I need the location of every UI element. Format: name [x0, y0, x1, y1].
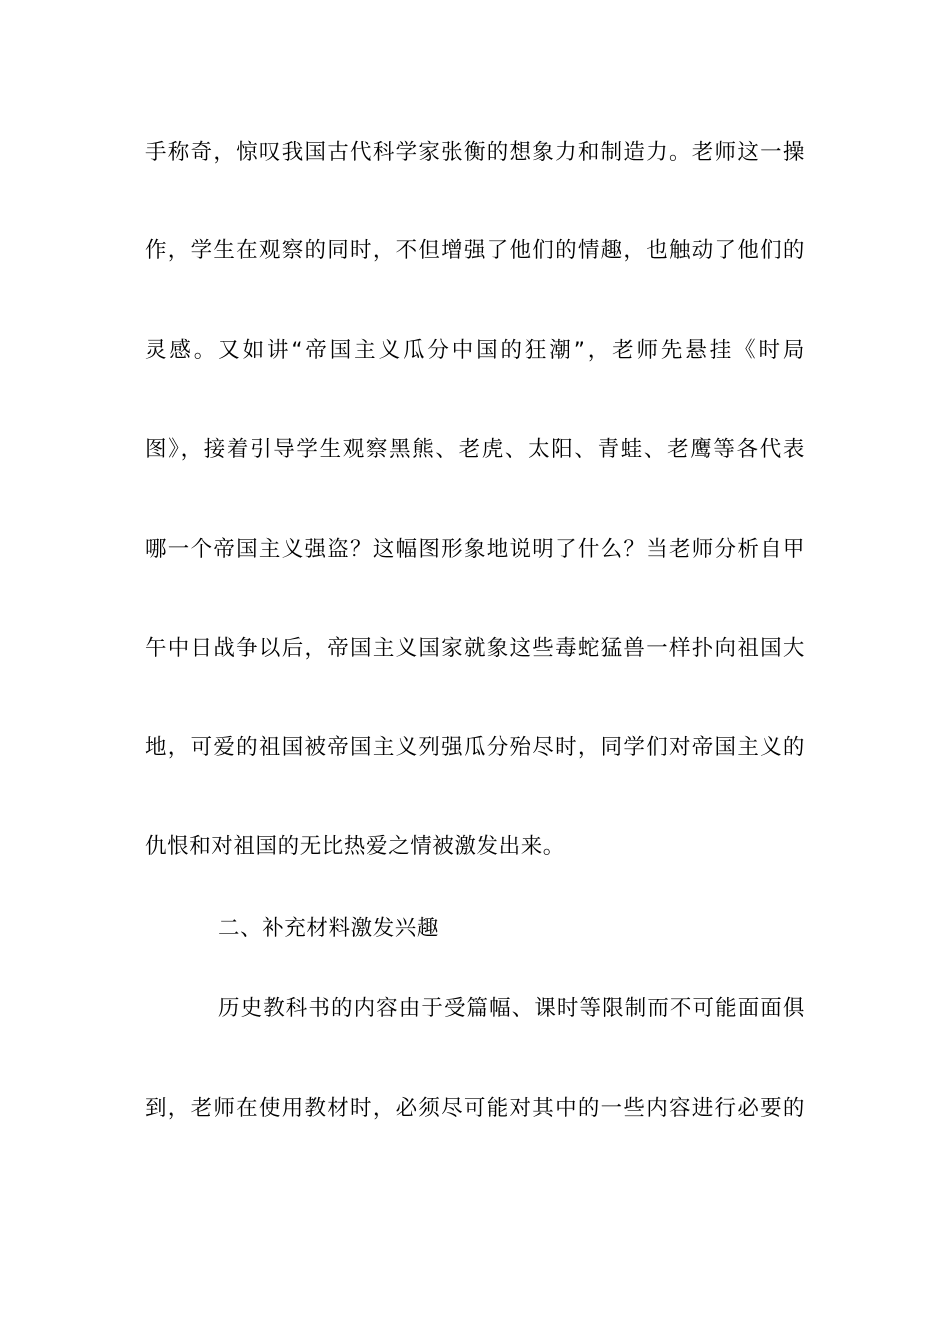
paragraph-1-line-3: 灵感。又如讲“帝国主义瓜分中国的狂潮”，老师先悬挂《时局 — [145, 338, 805, 363]
section-heading: 二、补充材料激发兴趣 — [218, 916, 440, 941]
paragraph-1-line-6: 午中日战争以后，帝国主义国家就象这些毒蛇猛兽一样扑向祖国大 — [145, 636, 805, 661]
paragraph-1-line-1: 手称奇，惊叹我国古代科学家张衡的想象力和制造力。老师这一操 — [145, 140, 805, 165]
paragraph-2-line-1: 历史教科书的内容由于受篇幅、课时等限制而不可能面面俱 — [218, 996, 805, 1021]
paragraph-1-line-2: 作，学生在观察的同时，不但增强了他们的情趣，也触动了他们的 — [145, 238, 805, 263]
paragraph-1-line-7: 地，可爱的祖国被帝国主义列强瓜分殆尽时，同学们对帝国主义的 — [145, 735, 805, 760]
paragraph-1-line-4: 图》，接着引导学生观察黑熊、老虎、太阳、青蛙、老鹰等各代表 — [145, 437, 805, 462]
paragraph-1-line-8: 仇恨和对祖国的无比热爱之情被激发出来。 — [145, 834, 565, 859]
paragraph-1-line-5: 哪一个帝国主义强盗？这幅图形象地说明了什么？当老师分析自甲 — [145, 537, 805, 562]
paragraph-2-line-2: 到，老师在使用教材时，必须尽可能对其中的一些内容进行必要的 — [145, 1096, 805, 1121]
